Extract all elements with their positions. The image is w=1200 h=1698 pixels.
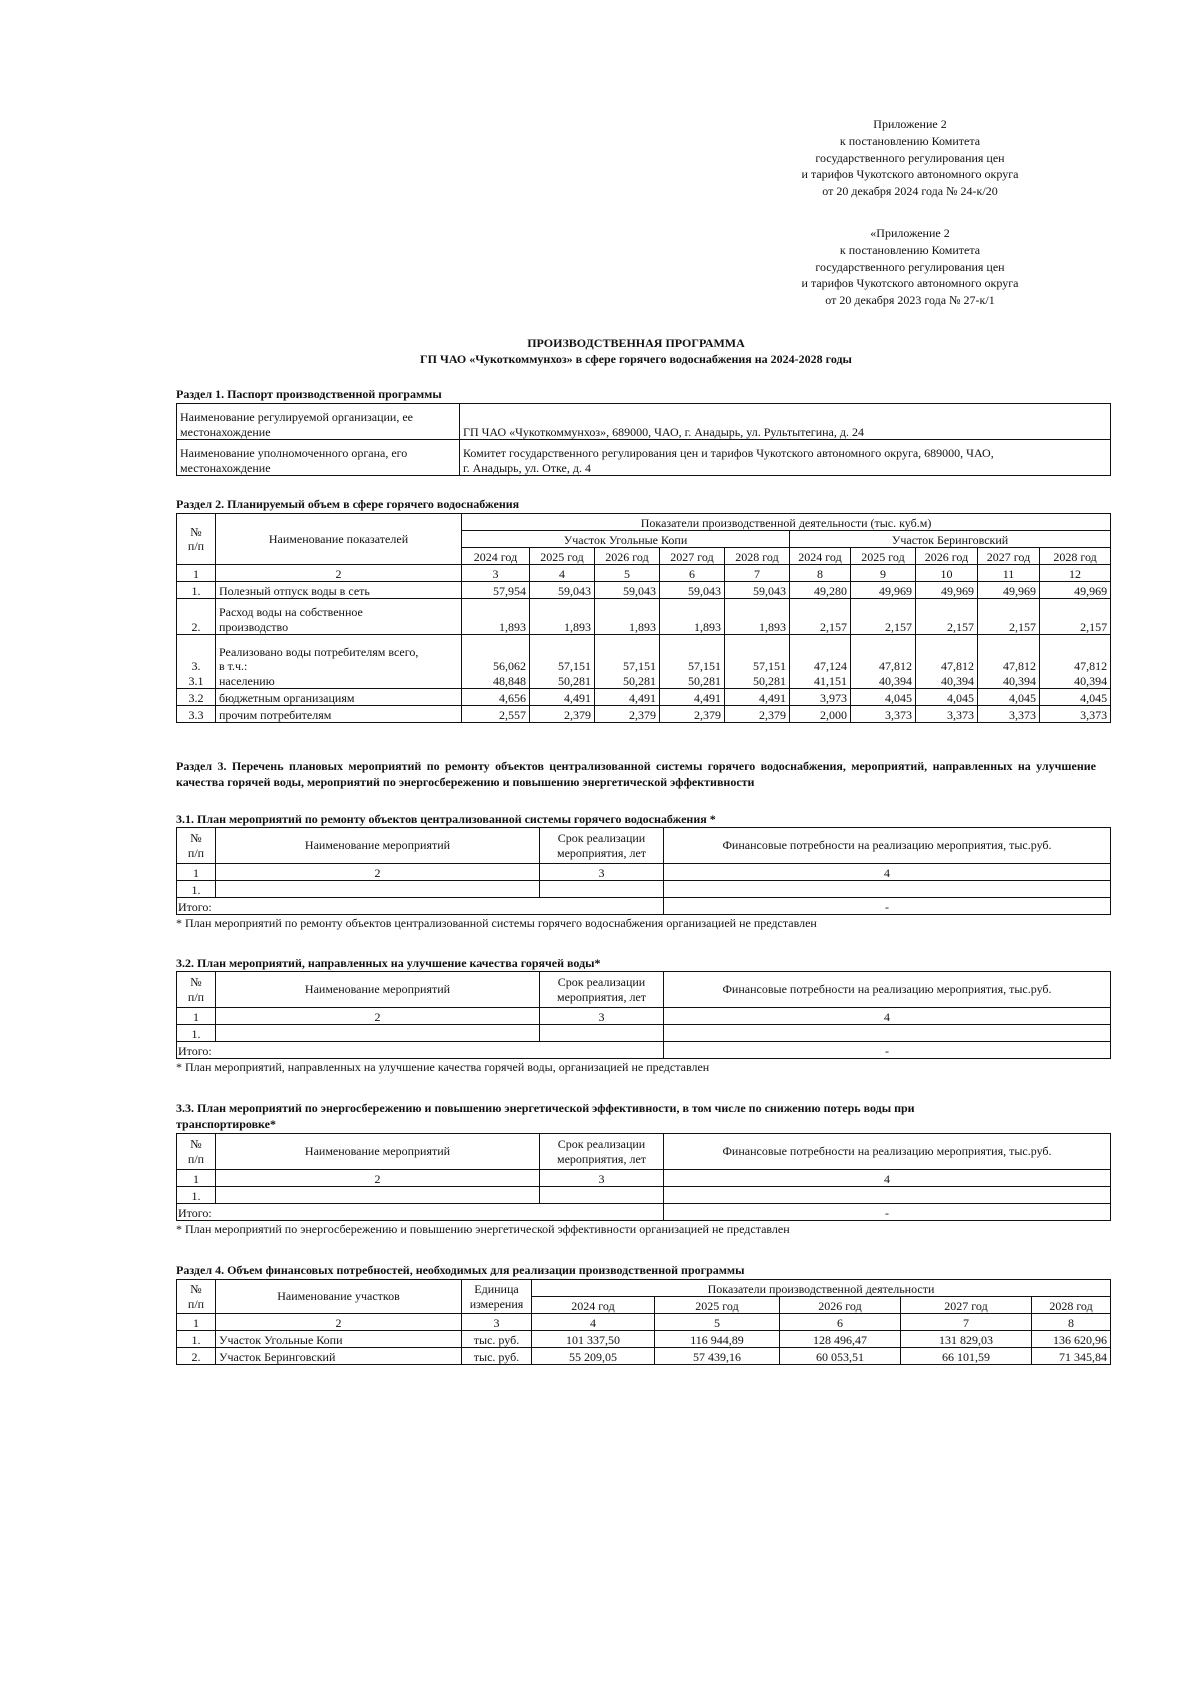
empty-cell — [216, 1187, 540, 1204]
row-value: 57,954 — [462, 582, 530, 599]
col-number: 3 — [462, 1314, 532, 1331]
header-name: Наименование мероприятий — [216, 972, 540, 1008]
col-number: 3 — [540, 864, 664, 881]
row-value: 60 053,51 — [780, 1348, 901, 1365]
row-value: 71 345,84 — [1032, 1348, 1111, 1365]
heading-line: 3.3. План мероприятий по энергосбережению и повышению энергетической эффективности, в том числе по снижению потерь воды при — [176, 1101, 915, 1115]
header-finance: Финансовые потребности на реализацию мероприятия, тыс.руб. — [664, 828, 1111, 864]
header-year: 2024 год — [462, 548, 530, 565]
table-header-row — [177, 1280, 1111, 1297]
col-number: 3 — [540, 1008, 664, 1025]
header-year: 2026 год — [595, 548, 660, 565]
table-row — [177, 1348, 1111, 1365]
appendix-line: к постановлению Комитета — [839, 133, 981, 148]
col-number: 2 — [216, 864, 540, 881]
row-value: 4,491 — [530, 689, 595, 706]
row-value: 59,043 — [660, 582, 725, 599]
row-value: 2,379 — [530, 706, 595, 723]
header-year: 2024 год — [532, 1297, 655, 1314]
row-name: бюджетным организациям — [216, 689, 462, 706]
section1-passport-table — [176, 403, 1111, 476]
row-value: 50,281 — [753, 673, 786, 688]
row-value: 41,151 — [814, 673, 847, 688]
col-number: 3 — [462, 565, 530, 582]
empty-cell — [216, 881, 540, 898]
col-number: 4 — [664, 1008, 1111, 1025]
table-row — [177, 689, 1111, 706]
title-line-1: ПРОИЗВОДСТВЕННАЯ ПРОГРАММА — [527, 336, 745, 350]
row-num: 3.2 — [177, 689, 216, 706]
header-line: № — [190, 1137, 202, 1151]
row-value: 116 944,89 — [655, 1331, 780, 1348]
col-number: 5 — [595, 565, 660, 582]
section3-3-heading — [176, 1100, 1096, 1132]
row-value: 57,151 — [688, 659, 721, 673]
passport-label — [177, 404, 460, 440]
header-indicators: Показатели производственной деятельности — [532, 1280, 1111, 1297]
section3-2-note: * План мероприятий, направленных на улучшение качества горячей воды, организацией не представлен — [176, 1060, 710, 1074]
section1-heading: Раздел 1. Паспорт производственной программы — [176, 387, 442, 401]
col-number: 9 — [851, 565, 916, 582]
row-value: 40,394 — [879, 673, 912, 688]
header-line: мероприятия, лет — [556, 1151, 647, 1166]
row-name — [216, 635, 462, 689]
row-value-pair — [851, 635, 916, 689]
empty-cell — [540, 1025, 664, 1042]
row-value: 57,151 — [558, 659, 591, 673]
row-value-pair — [790, 635, 851, 689]
total-label: Итого: — [177, 898, 664, 915]
table-header-row — [177, 828, 1111, 864]
row-value: 40,394 — [941, 673, 974, 688]
row-name-line: Реализовано воды потребителям всего, — [219, 644, 419, 659]
header-year: 2026 год — [916, 548, 978, 565]
row-value: 4,491 — [725, 689, 790, 706]
col-number: 8 — [790, 565, 851, 582]
row-unit: тыс. руб. — [462, 1331, 532, 1348]
col-number: 11 — [978, 565, 1040, 582]
col-number: 4 — [664, 864, 1111, 881]
section3-2-heading: 3.2. План мероприятий, направленных на улучшение качества горячей воды* — [176, 956, 601, 970]
appendix-line: от 20 декабря 2024 года № 24-к/20 — [822, 184, 998, 199]
table-row — [177, 1187, 1111, 1204]
row-value: 4,491 — [660, 689, 725, 706]
header-line: № — [190, 1282, 202, 1296]
column-number-row — [177, 1008, 1111, 1025]
row-value: 1,893 — [660, 599, 725, 635]
col-number: 2 — [216, 1314, 462, 1331]
appendix-current — [760, 116, 1060, 200]
col-number: 2 — [216, 1008, 540, 1025]
row-value: 57 439,16 — [655, 1348, 780, 1365]
header-line: Срок реализации — [557, 831, 646, 845]
row-value: 3,973 — [790, 689, 851, 706]
row-num: 1. — [177, 582, 216, 599]
row-value-pair — [978, 635, 1040, 689]
row-name-line: населению — [219, 673, 275, 688]
col-number: 12 — [1040, 565, 1111, 582]
header-term — [540, 828, 664, 864]
header-year: 2024 год — [790, 548, 851, 565]
table-row — [177, 881, 1111, 898]
row-value: 2,157 — [1040, 599, 1111, 635]
row-name-line: Расход воды на собственное — [219, 605, 363, 619]
appendix-line: и тарифов Чукотского автономного округа — [801, 276, 1019, 291]
row-value: 2,157 — [790, 599, 851, 635]
header-line: мероприятия, лет — [556, 845, 647, 860]
appendix-line: к постановлению Комитета — [839, 242, 981, 257]
label-line: местонахождение — [180, 424, 271, 439]
passport-value — [460, 440, 1111, 476]
header-name: Наименование участков — [216, 1280, 462, 1314]
col-number: 6 — [780, 1314, 901, 1331]
col-number: 3 — [540, 1170, 664, 1187]
col-number: 4 — [530, 565, 595, 582]
empty-cell — [540, 1187, 664, 1204]
column-number-row — [177, 864, 1111, 881]
table-header-row — [177, 514, 1111, 531]
col-number: 7 — [901, 1314, 1032, 1331]
row-value: 59,043 — [595, 582, 660, 599]
header-line: Срок реализации — [557, 975, 646, 989]
row-value: 66 101,59 — [901, 1348, 1032, 1365]
row-value: 40,394 — [1074, 673, 1108, 688]
table-row — [177, 440, 1111, 476]
empty-cell — [664, 1025, 1111, 1042]
header-finance: Финансовые потребности на реализацию мероприятия, тыс.руб. — [664, 972, 1111, 1008]
section4-finance-table — [176, 1279, 1111, 1365]
row-value: 56,062 — [493, 659, 526, 673]
col-number: 10 — [916, 565, 978, 582]
row-num: 2. — [177, 599, 216, 635]
row-value: 3,373 — [978, 706, 1040, 723]
total-value: - — [664, 898, 1111, 915]
section3-2-table — [176, 971, 1111, 1059]
table-row — [177, 1025, 1111, 1042]
section3-3-note: * План мероприятий по энергосбережению и повышению энергетической эффективности организацией не представлен — [176, 1222, 790, 1236]
col-number: 6 — [660, 565, 725, 582]
label-line: Наименование регулируемой организации, ее — [180, 410, 413, 424]
row-value: 48,848 — [493, 673, 526, 688]
row-value: 2,379 — [660, 706, 725, 723]
row-num: 3.3 — [177, 706, 216, 723]
col-number: 2 — [216, 1170, 540, 1187]
header-num — [177, 1280, 216, 1314]
section4-heading: Раздел 4. Объем финансовых потребностей, необходимых для реализации производственной программы — [176, 1263, 745, 1277]
document-title — [176, 335, 1096, 367]
appendix-line: «Приложение 2 — [870, 226, 950, 240]
col-number: 1 — [177, 864, 216, 881]
header-line: Срок реализации — [557, 1137, 646, 1151]
table-row — [177, 404, 1111, 440]
header-line: п/п — [187, 1151, 205, 1166]
row-value: 2,557 — [462, 706, 530, 723]
row-value: 49,969 — [1040, 582, 1111, 599]
header-num — [177, 972, 216, 1008]
row-value-pair — [530, 635, 595, 689]
row-value: 50,281 — [623, 673, 656, 688]
header-unit — [462, 1280, 532, 1314]
row-value-pair — [595, 635, 660, 689]
row-value: 131 829,03 — [901, 1331, 1032, 1348]
value-line: Комитет государственного регулирования цен и тарифов Чукотского автономного округа, 689000, ЧАО, — [463, 446, 994, 460]
row-value: 4,045 — [851, 689, 916, 706]
header-term — [540, 1134, 664, 1170]
heading-line: транспортировке* — [176, 1117, 276, 1131]
header-finance: Финансовые потребности на реализацию мероприятия, тыс.руб. — [664, 1134, 1111, 1170]
col-number: 1 — [177, 1314, 216, 1331]
row-value: 2,379 — [595, 706, 660, 723]
label-line: местонахождение — [180, 460, 271, 475]
table-row — [177, 582, 1111, 599]
row-num — [177, 635, 216, 689]
row-value-pair — [1040, 635, 1111, 689]
header-year: 2025 год — [655, 1297, 780, 1314]
row-value: 2,157 — [851, 599, 916, 635]
row-num-line: 3. — [191, 659, 201, 673]
row-value: 1,893 — [725, 599, 790, 635]
section2-heading: Раздел 2. Планируемый объем в сфере горячего водоснабжения — [176, 497, 520, 511]
header-year: 2028 год — [1032, 1297, 1111, 1314]
row-unit: тыс. руб. — [462, 1348, 532, 1365]
row-value: 101 337,50 — [532, 1331, 655, 1348]
row-value: 4,045 — [978, 689, 1040, 706]
header-term — [540, 972, 664, 1008]
passport-value — [460, 404, 1111, 440]
row-value: 40,394 — [1003, 673, 1036, 688]
header-line: п/п — [187, 845, 205, 860]
section2-volume-table — [176, 513, 1111, 723]
header-year: 2027 год — [660, 548, 725, 565]
row-value: 47,812 — [1074, 659, 1108, 673]
row-name: Участок Угольные Копи — [216, 1331, 462, 1348]
label-line: Наименование уполномоченного органа, его — [180, 446, 408, 460]
header-name: Наименование показателей — [216, 514, 462, 565]
col-number: 5 — [655, 1314, 780, 1331]
table-header-row — [177, 1134, 1111, 1170]
row-value: 136 620,96 — [1032, 1331, 1111, 1348]
header-year: 2027 год — [901, 1297, 1032, 1314]
col-number: 1 — [177, 565, 216, 582]
header-line: № — [190, 975, 202, 989]
value-line: ГП ЧАО «Чукоткоммунхоз», 689000, ЧАО, г. Анадырь, ул. Рультытегина, д. 24 — [463, 424, 864, 439]
row-value: 47,812 — [941, 659, 974, 673]
header-indicators: Показатели производственной деятельности (тыс. куб.м) — [462, 514, 1111, 531]
row-value-pair — [916, 635, 978, 689]
appendix-previous — [760, 225, 1060, 309]
column-number-row — [177, 1314, 1111, 1331]
row-value: 50,281 — [558, 673, 591, 688]
col-number: 4 — [664, 1170, 1111, 1187]
col-number: 4 — [532, 1314, 655, 1331]
empty-cell — [664, 1187, 1111, 1204]
row-value: 2,157 — [978, 599, 1040, 635]
header-num — [177, 1134, 216, 1170]
header-num: № п/п — [177, 514, 216, 565]
col-number: 7 — [725, 565, 790, 582]
row-value: 49,280 — [790, 582, 851, 599]
header-site-ugolnye-kopi: Участок Угольные Копи — [462, 531, 790, 548]
header-year: 2027 год — [978, 548, 1040, 565]
header-year: 2025 год — [851, 548, 916, 565]
row-num: 1. — [177, 1331, 216, 1348]
header-year: 2025 год — [530, 548, 595, 565]
row-num-line: 3.1 — [188, 673, 204, 688]
appendix-line: от 20 декабря 2023 года № 27-к/1 — [825, 293, 995, 308]
header-line: Единица — [474, 1282, 519, 1296]
row-value: 4,045 — [1040, 689, 1111, 706]
header-year: 2028 год — [725, 548, 790, 565]
table-header-row — [177, 972, 1111, 1008]
appendix-line: государственного регулирования цен — [815, 259, 1005, 274]
row-value: 59,043 — [530, 582, 595, 599]
row-value: 3,373 — [851, 706, 916, 723]
row-value: 50,281 — [688, 673, 721, 688]
appendix-line: и тарифов Чукотского автономного округа — [801, 167, 1019, 182]
row-value-pair — [660, 635, 725, 689]
row-name — [216, 599, 462, 635]
section3-1-heading: 3.1. План мероприятий по ремонту объектов централизованной системы горячего водоснабжения * — [176, 812, 716, 826]
row-value: 59,043 — [725, 582, 790, 599]
column-number-row — [177, 1170, 1111, 1187]
row-name: Участок Беринговский — [216, 1348, 462, 1365]
header-year: 2028 год — [1040, 548, 1111, 565]
row-value: 1,893 — [530, 599, 595, 635]
value-line: г. Анадырь, ул. Отке, д. 4 — [463, 460, 591, 475]
row-value: 3,373 — [1040, 706, 1111, 723]
col-number: 8 — [1032, 1314, 1111, 1331]
row-value: 2,157 — [916, 599, 978, 635]
total-row — [177, 1042, 1111, 1059]
table-row — [177, 706, 1111, 723]
col-number: 2 — [216, 565, 462, 582]
row-name-line: в т.ч.: — [219, 659, 248, 673]
row-value: 49,969 — [851, 582, 916, 599]
row-value: 1,893 — [462, 599, 530, 635]
row-value: 128 496,47 — [780, 1331, 901, 1348]
total-value: - — [664, 1204, 1111, 1221]
total-row — [177, 1204, 1111, 1221]
row-name: прочим потребителям — [216, 706, 462, 723]
title-line-2: ГП ЧАО «Чукоткоммунхоз» в сфере горячего водоснабжения на 2024-2028 годы — [420, 352, 852, 366]
section3-3-table — [176, 1133, 1111, 1221]
row-value-pair — [725, 635, 790, 689]
row-value: 47,124 — [814, 659, 847, 673]
appendix-line: государственного регулирования цен — [815, 150, 1005, 165]
row-value: 2,379 — [725, 706, 790, 723]
table-row — [177, 635, 1111, 689]
row-value: 57,151 — [623, 659, 656, 673]
table-row — [177, 1331, 1111, 1348]
section3-1-note: * План мероприятий по ремонту объектов централизованной системы горячего водоснабжения организацией не представлен — [176, 916, 817, 930]
row-value: 49,969 — [916, 582, 978, 599]
row-value: 47,812 — [879, 659, 912, 673]
header-line: № — [190, 831, 202, 845]
section3-heading: Раздел 3. Перечень плановых мероприятий по ремонту объектов централизованной системы горячего водоснабжения, мероприятий, направленных на улучшение качества горячей воды, мероприятий по энергосбережению и повышению энергетической эффективности — [176, 759, 1096, 789]
row-num: 2. — [177, 1348, 216, 1365]
row-value-pair — [462, 635, 530, 689]
empty-cell — [216, 1025, 540, 1042]
row-value: 4,656 — [462, 689, 530, 706]
row-value: 2,000 — [790, 706, 851, 723]
total-row — [177, 898, 1111, 915]
section3-1-table — [176, 827, 1111, 915]
row-value: 55 209,05 — [532, 1348, 655, 1365]
column-number-row — [177, 565, 1111, 582]
appendix-line: Приложение 2 — [873, 117, 947, 131]
row-value: 57,151 — [753, 659, 786, 673]
row-value: 49,969 — [978, 582, 1040, 599]
header-line: п/п — [187, 989, 205, 1004]
row-name-line: производство — [219, 619, 289, 634]
row-value: 1,893 — [595, 599, 660, 635]
header-name: Наименование мероприятий — [216, 828, 540, 864]
table-row — [177, 599, 1111, 635]
row-num: 1. — [177, 1187, 216, 1204]
header-year: 2026 год — [780, 1297, 901, 1314]
row-value: 3,373 — [916, 706, 978, 723]
empty-cell — [664, 881, 1111, 898]
header-line: измерения — [469, 1296, 524, 1311]
header-name: Наименование мероприятий — [216, 1134, 540, 1170]
total-value: - — [664, 1042, 1111, 1059]
empty-cell — [540, 881, 664, 898]
header-line: мероприятия, лет — [556, 989, 647, 1004]
header-num — [177, 828, 216, 864]
header-site-beringovsky: Участок Беринговский — [790, 531, 1111, 548]
row-name: Полезный отпуск воды в сеть — [216, 582, 462, 599]
row-value: 47,812 — [1003, 659, 1036, 673]
passport-label — [177, 440, 460, 476]
row-value: 4,491 — [595, 689, 660, 706]
row-value: 4,045 — [916, 689, 978, 706]
col-number: 1 — [177, 1008, 216, 1025]
row-num: 1. — [177, 881, 216, 898]
total-label: Итого: — [177, 1204, 664, 1221]
total-label: Итого: — [177, 1042, 664, 1059]
row-num: 1. — [177, 1025, 216, 1042]
col-number: 1 — [177, 1170, 216, 1187]
header-line: п/п — [187, 1296, 205, 1311]
